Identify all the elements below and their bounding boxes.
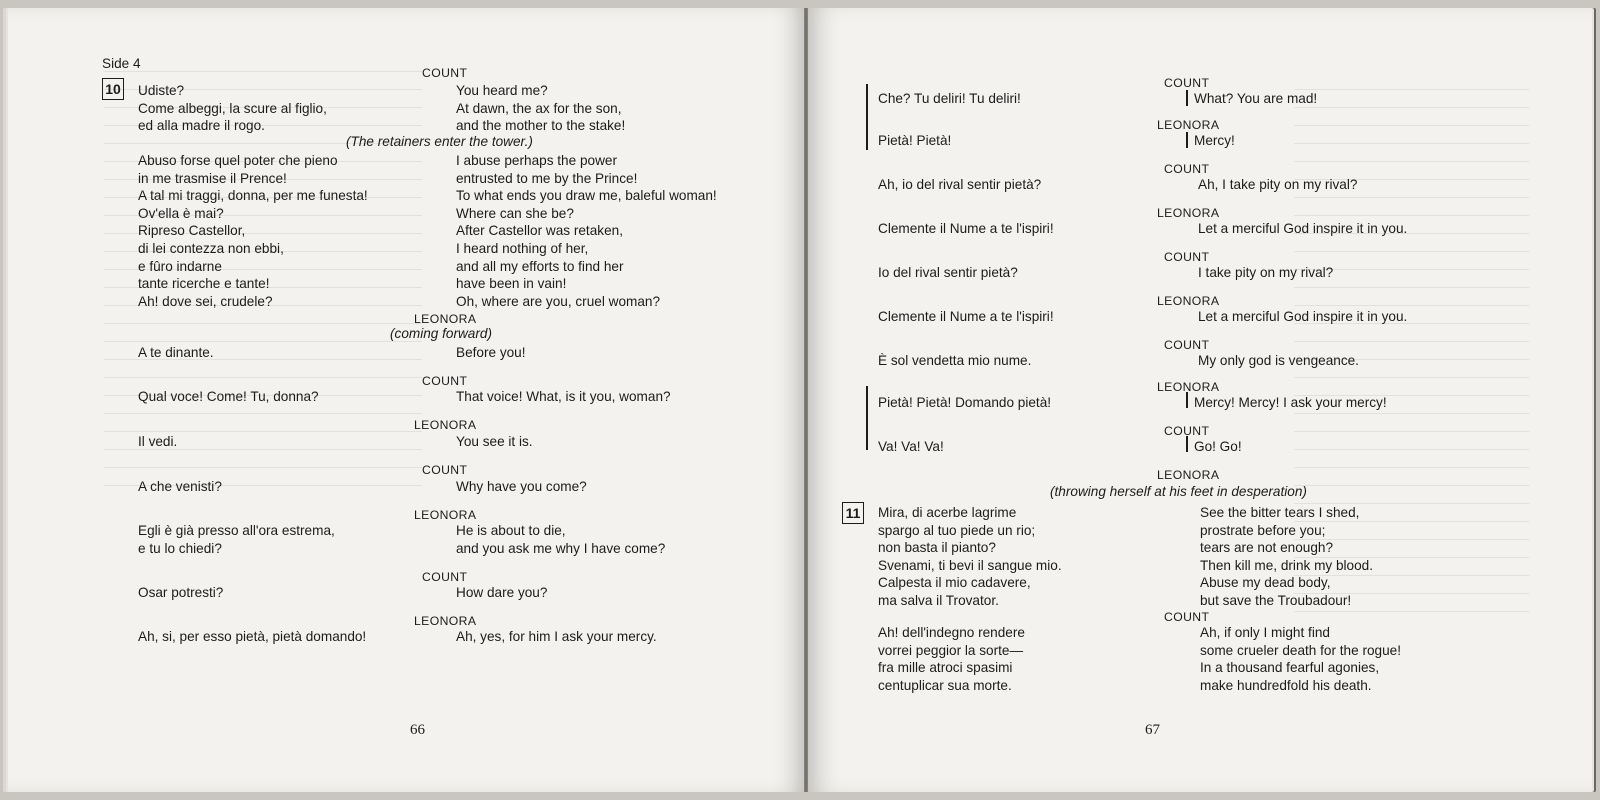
italian-line: Udiste?	[138, 83, 185, 98]
speaker-label: COUNT	[422, 463, 468, 477]
stage-direction: (coming forward)	[390, 326, 492, 341]
show-through-text	[8, 8, 804, 792]
english-line: In a thousand fearful agonies,	[1200, 660, 1380, 676]
italian-line: Egli è già presso all'ora estrema,	[138, 523, 335, 538]
left-page	[8, 8, 804, 792]
italian-line: Clemente il Nume a te l'ispiri!	[878, 221, 1054, 236]
italian-line: Abuso forse quel poter che pieno	[138, 153, 338, 168]
english-line: I take pity on my rival?	[1198, 265, 1334, 280]
italian-line: A te dinante.	[138, 345, 214, 360]
english-line: After Castellor was retaken,	[456, 223, 623, 239]
english-line: Ah, I take pity on my rival?	[1198, 177, 1358, 192]
italian-line: Svenami, ti bevi il sangue mio.	[878, 557, 1062, 573]
english-line: Where can she be?	[456, 205, 574, 221]
english-line: My only god is vengeance.	[1198, 353, 1359, 368]
margin-bar	[1186, 436, 1188, 452]
english-line: Go! Go!	[1194, 439, 1242, 454]
english-line: How dare you?	[456, 585, 548, 600]
italian-line: Pietà! Pietà!	[878, 133, 952, 148]
italian-line: Ah, si, per esso pietà, pietà domando!	[138, 629, 367, 644]
italian-line: Mira, di acerbe lagrime	[878, 505, 1017, 520]
english-line: To what ends you draw me, baleful woman!	[456, 188, 717, 204]
english-line: but save the Troubadour!	[1200, 593, 1352, 608]
english-line: make hundredfold his death.	[1200, 677, 1372, 693]
italian-line: Calpesta il mio cadavere,	[878, 575, 1031, 591]
english-line: and the mother to the stake!	[456, 118, 626, 134]
margin-bar	[866, 84, 868, 150]
english-line: Ah, if only I might find	[1200, 625, 1330, 640]
english-line: Ah, yes, for him I ask your mercy.	[456, 629, 657, 644]
italian-line: e fûro indarne	[138, 258, 222, 274]
english-line: Mercy!	[1194, 133, 1235, 148]
italian-line: Il vedi.	[138, 434, 178, 449]
italian-line: Qual voce! Come! Tu, donna?	[138, 389, 319, 404]
speaker-label: LEONORA	[1157, 468, 1220, 482]
page-number: 66	[410, 722, 425, 738]
italian-line: Clemente il Nume a te l'ispiri!	[878, 309, 1054, 324]
speaker-label: LEONORA	[414, 508, 477, 522]
speaker-label: COUNT	[1164, 424, 1210, 438]
italian-line: Ah! dell'indegno rendere	[878, 625, 1025, 640]
speaker-label: LEONORA	[414, 614, 477, 628]
english-line: tears are not enough?	[1200, 540, 1334, 556]
italian-line: È sol vendetta mio nume.	[878, 353, 1032, 368]
english-line: I abuse perhaps the power	[456, 153, 617, 168]
section-number: 10	[102, 78, 124, 100]
english-line: You heard me?	[456, 83, 548, 98]
side-label: Side 4	[102, 56, 141, 71]
italian-line: Ah! dove sei, crudele?	[138, 293, 273, 309]
italian-line: Osar potresti?	[138, 585, 224, 600]
italian-line: Che? Tu deliri! Tu deliri!	[878, 91, 1021, 106]
speaker-label: LEONORA	[1157, 118, 1220, 132]
english-line: entrusted to me by the Prince!	[456, 170, 638, 186]
english-line: Why have you come?	[456, 479, 587, 494]
english-line: He is about to die,	[456, 523, 566, 538]
page-number: 67	[1145, 722, 1160, 738]
italian-line: Va! Va! Va!	[878, 439, 944, 454]
english-line: That voice! What, is it you, woman?	[456, 389, 671, 404]
english-line: some crueler death for the rogue!	[1200, 642, 1401, 658]
margin-bar	[866, 386, 868, 450]
english-line: Before you!	[456, 345, 526, 360]
italian-line: e tu lo chiedi?	[138, 540, 222, 556]
speaker-label: COUNT	[422, 374, 468, 388]
speaker-label: COUNT	[1164, 338, 1210, 352]
italian-line: Ah, io del rival sentir pietà?	[878, 177, 1042, 192]
italian-line: A tal mi traggi, donna, per me funesta!	[138, 188, 368, 204]
italian-line: centuplicar sua morte.	[878, 677, 1012, 693]
speaker-label: LEONORA	[1157, 206, 1220, 220]
speaker-label: COUNT	[422, 66, 468, 80]
speaker-label: COUNT	[1164, 610, 1210, 624]
english-line: Let a merciful God inspire it in you.	[1198, 221, 1408, 236]
right-page	[808, 8, 1592, 792]
english-line: prostrate before you;	[1200, 522, 1326, 538]
english-line: Let a merciful God inspire it in you.	[1198, 309, 1408, 324]
english-line: Oh, where are you, cruel woman?	[456, 293, 661, 309]
italian-line: in me trasmise il Prence!	[138, 170, 287, 186]
italian-line: ma salva il Trovator.	[878, 593, 999, 608]
stage-direction: (throwing herself at his feet in desperation)	[1050, 484, 1307, 499]
section-number: 11	[842, 502, 864, 524]
speaker-label: LEONORA	[414, 418, 477, 432]
english-line: At dawn, the ax for the son,	[456, 100, 622, 116]
english-line: Mercy! Mercy! I ask your mercy!	[1194, 395, 1387, 410]
speaker-label: COUNT	[422, 570, 468, 584]
margin-bar	[1186, 392, 1188, 408]
italian-line: ed alla madre il rogo.	[138, 118, 265, 134]
italian-line: Ov'ella è mai?	[138, 205, 224, 221]
speaker-label: COUNT	[1164, 162, 1210, 176]
english-line: and all my efforts to find her	[456, 258, 624, 274]
margin-bar	[1186, 132, 1188, 148]
italian-line: spargo al tuo piede un rio;	[878, 522, 1036, 538]
stage-direction: (The retainers enter the tower.)	[346, 134, 533, 149]
speaker-label: COUNT	[1164, 76, 1210, 90]
italian-line: fra mille atroci spasimi	[878, 660, 1013, 676]
italian-line: Io del rival sentir pietà?	[878, 265, 1018, 280]
italian-line: tante ricerche e tante!	[138, 276, 270, 292]
speaker-label: LEONORA	[1157, 294, 1220, 308]
english-line: See the bitter tears I shed,	[1200, 505, 1360, 520]
speaker-label: LEONORA	[414, 312, 477, 326]
english-line: Then kill me, drink my blood.	[1200, 557, 1374, 573]
italian-line: Ripreso Castellor,	[138, 223, 246, 239]
english-line: and you ask me why I have come?	[456, 540, 666, 556]
italian-line: non basta il pianto?	[878, 540, 996, 556]
english-line: You see it is.	[456, 434, 533, 449]
italian-line: Come albeggi, la scure al figlio,	[138, 100, 327, 116]
english-line: have been in vain!	[456, 276, 567, 292]
speaker-label: COUNT	[1164, 250, 1210, 264]
english-line: I heard nothing of her,	[456, 241, 589, 256]
speaker-label: LEONORA	[1157, 380, 1220, 394]
english-line: Abuse my dead body,	[1200, 575, 1331, 591]
italian-line: A che venisti?	[138, 479, 222, 494]
italian-line: Pietà! Pietà! Domando pietà!	[878, 395, 1052, 410]
margin-bar	[1186, 90, 1188, 106]
english-line: What? You are mad!	[1194, 91, 1318, 106]
italian-line: vorrei peggior la sorte—	[878, 642, 1024, 658]
italian-line: di lei contezza non ebbi,	[138, 241, 284, 256]
